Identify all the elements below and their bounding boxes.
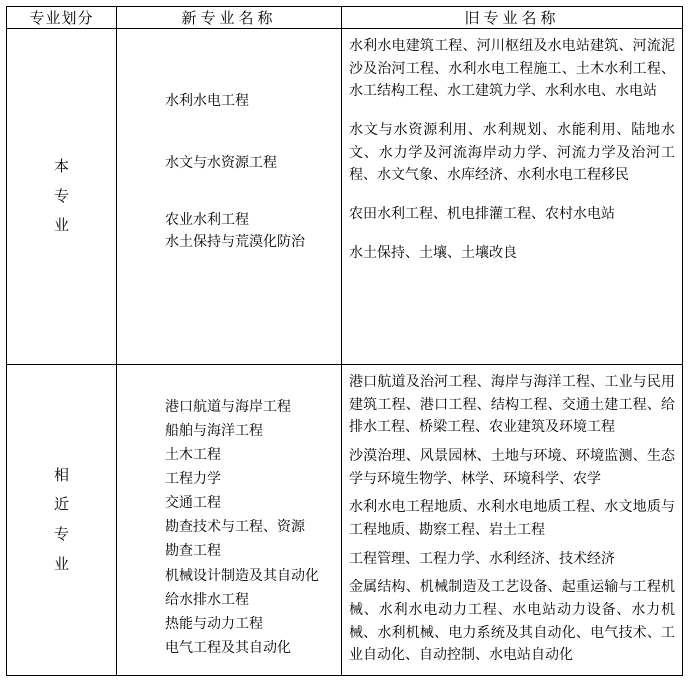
new-majors-cell-main: [117, 29, 342, 365]
new-major-item: 勘查技术与工程、资源: [165, 519, 305, 536]
table-header-row: [7, 7, 683, 29]
category-char: 本: [53, 156, 69, 175]
column-header-new-major: 新专业名称: [117, 7, 342, 29]
old-major-paragraph: 水利水电工程地质、水利水电地质工程、水文地质与工程地质、勘察工程、岩土工程: [349, 499, 675, 539]
old-major-paragraph: 水利水电建筑工程、河川枢纽及水电站建筑、河流泥沙及治河工程、水利水电工程施工、土木水利工程、水工结构工程、水工建筑力学、水利水电、水电站: [349, 38, 675, 100]
new-major-item: 交通工程: [165, 495, 221, 512]
new-major-item: 水利水电工程: [165, 93, 249, 109]
category-char: 相: [53, 465, 69, 484]
table-row: [7, 365, 683, 676]
new-major-item: 勘查工程: [165, 543, 221, 560]
category-cell-main: [7, 29, 117, 365]
new-major-item: 农业水利工程: [165, 212, 249, 229]
category-char: 业: [53, 216, 69, 235]
category-char: 业: [53, 554, 69, 573]
old-major-paragraph: 水文与水资源利用、水利规划、水能利用、陆地水文、水力学及河流海岸动力学、河流力学及治河工程、水文气象、水库经济、水利水电工程移民: [349, 122, 675, 184]
new-major-item: 港口航道与海岸工程: [165, 399, 291, 415]
new-major-item: 船舶与海洋工程: [165, 423, 263, 440]
column-header-old-major: 旧专业名称: [342, 7, 683, 29]
new-major-item: 水文与水资源工程: [165, 154, 277, 171]
new-major-item: 水土保持与荒漠化防治: [165, 234, 305, 251]
old-major-paragraph: 金属结构、机械制造及工艺设备、起重运输与工程机械、水利水电动力工程、水电站动力设备、水力机械、水利机械、电力系统及其自动化、电气技术、工业自动化、自动控制、水电站自动化: [349, 579, 675, 664]
category-char: 专: [53, 186, 69, 205]
new-majors-cell-near: [117, 365, 342, 676]
new-major-item: 工程力学: [165, 471, 221, 488]
major-mapping-table: [6, 6, 683, 676]
new-major-item: 电气工程及其自动化: [165, 639, 291, 656]
old-major-paragraph: 农田水利工程、机电排灌工程、农村水电站: [349, 206, 615, 223]
old-majors-cell-near: [342, 365, 683, 676]
new-major-item: 土木工程: [165, 447, 221, 464]
table-row: [7, 29, 683, 365]
new-major-item: 给水排水工程: [165, 591, 249, 608]
category-char: 专: [53, 525, 69, 543]
old-majors-cell-main: [342, 29, 683, 365]
old-major-paragraph: 沙漠治理、风景园林、土地与环境、环境监测、生态学与环境生物学、林学、环境科学、农学: [349, 448, 675, 487]
new-major-item: 热能与动力工程: [165, 615, 263, 632]
old-major-paragraph: 港口航道及治河工程、海岸与海洋工程、工业与民用建筑工程、港口工程、结构工程、交通土建工程、给排水工程、桥梁工程、农业建筑及环境工程: [349, 374, 675, 436]
new-major-item: 机械设计制造及其自动化: [165, 567, 319, 584]
category-cell-near: [7, 365, 117, 676]
column-header-category: 专业划分: [7, 7, 117, 29]
category-char: 近: [53, 495, 69, 514]
old-major-paragraph: 工程管理、工程力学、水利经济、技术经济: [349, 550, 615, 567]
old-major-paragraph: 水土保持、土壤、土壤改良: [349, 244, 517, 261]
